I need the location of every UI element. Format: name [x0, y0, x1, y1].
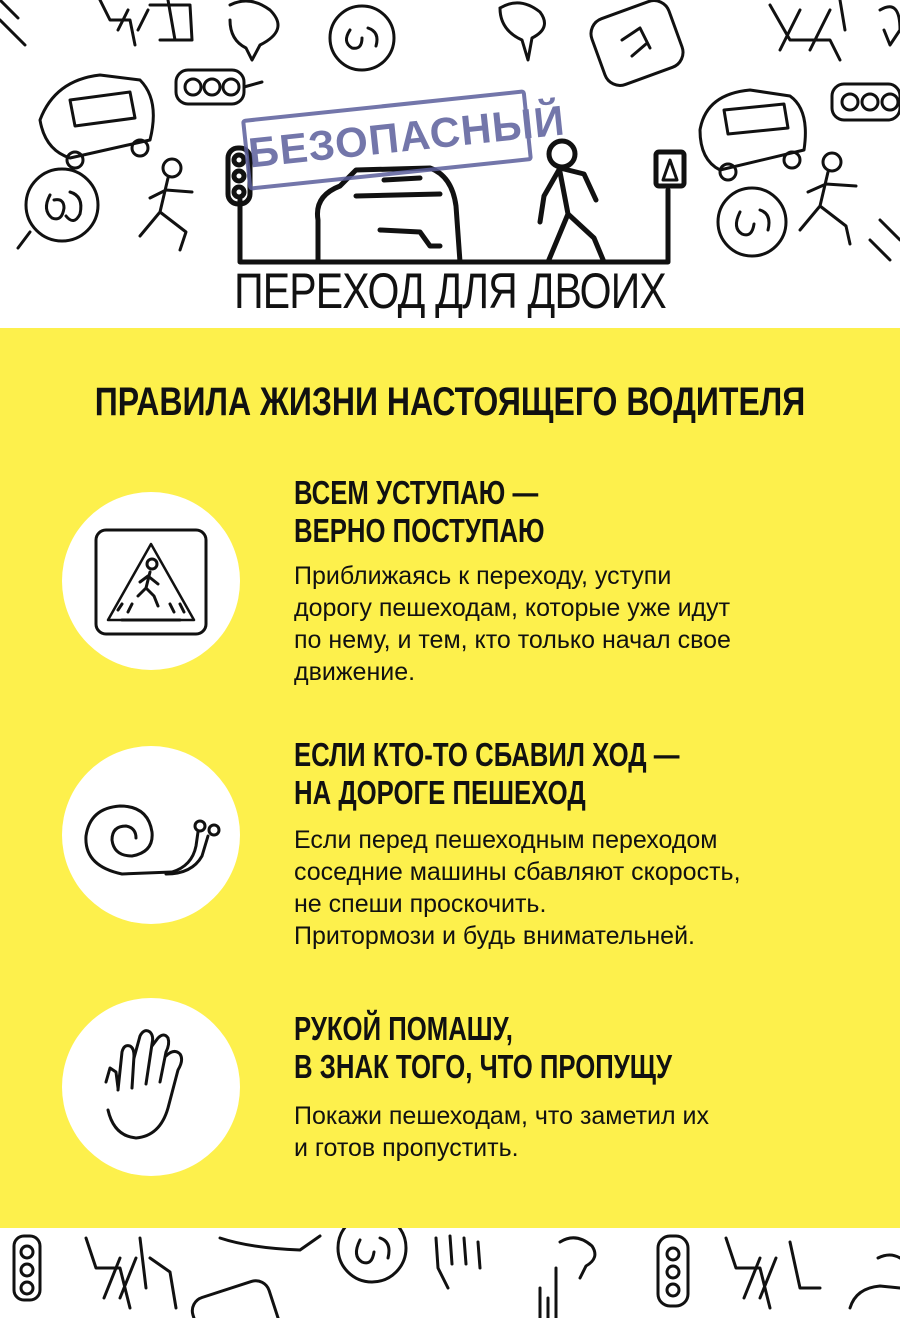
rule-text-line: не спеши проскочить. [294, 890, 547, 918]
rule-heading [294, 1010, 856, 1086]
rule-heading-line: ВЕРНО ПОСТУПАЮ [294, 512, 545, 549]
pole-doodle-icon [540, 1268, 556, 1318]
rule-text-line: дорогу пешеходам, которые уже идут [294, 594, 731, 622]
rule-heading-line: РУКОЙ ПОМАШУ, [294, 1010, 513, 1047]
rule-heading [294, 736, 856, 812]
rule-heading [294, 474, 856, 550]
road-doodles-background [0, 1228, 900, 1318]
rule-text-line: и готов пропустить. [294, 1134, 519, 1162]
hand-wave-icon [62, 998, 240, 1176]
hand-doodle-icon [436, 1236, 480, 1288]
logo-pedestrian-icon [540, 141, 604, 262]
logo-car-icon [317, 168, 460, 262]
rule-text-line: движение. [294, 658, 416, 686]
rule-text-line: Притормози и будь внимательней. [294, 922, 695, 950]
logo-title: ПЕРЕХОД ДЛЯ ДВОИХ [234, 263, 666, 319]
rule-icon-circle [62, 998, 240, 1176]
rule-icon-circle [62, 746, 240, 924]
traffic-light-doodle-icon [14, 1236, 40, 1300]
rule-text [294, 1100, 874, 1164]
snail-icon [62, 746, 240, 924]
page-title: ПРАВИЛА ЖИЗНИ НАСТОЯЩЕГО ВОДИТЕЛЯ [94, 380, 806, 424]
traffic-light-doodle-icon [658, 1236, 688, 1306]
tree-doodle-icon [560, 1238, 595, 1278]
rule-heading-line: НА ДОРОГЕ ПЕШЕХОД [294, 774, 586, 811]
dashboard-doodle-icon [189, 1277, 284, 1318]
car-doodle-icon [220, 1236, 320, 1250]
barrier-doodle-icon [86, 1238, 176, 1308]
rule-text-line: Покажи пешеходам, что заметил их [294, 1102, 709, 1130]
footer-illustration [0, 1228, 900, 1318]
logo-stamp: БЕЗОПАСНЫЙ [241, 89, 533, 191]
rule-heading-line: В ЗНАК ТОГО, ЧТО ПРОПУЩУ [294, 1048, 673, 1085]
logo-crossing-sign-icon [656, 152, 684, 186]
rule-text-line: Приближаясь к переходу, уступи [294, 562, 672, 590]
rule-text [294, 824, 874, 952]
header-illustration [0, 0, 900, 328]
rule-text-line: по нему, и тем, кто только начал свое [294, 626, 731, 654]
rule-text [294, 560, 874, 688]
rule-text-line: Если перед пешеходным переходом [294, 826, 718, 854]
car-doodle-icon [850, 1255, 900, 1308]
barrier-doodle-icon [726, 1238, 820, 1308]
rule-icon-circle [62, 492, 240, 670]
rule-heading-line: ЕСЛИ КТО-ТО СБАВИЛ ХОД — [294, 736, 680, 773]
crosswalk-sign-icon [62, 492, 240, 670]
rule-text-line: соседние машины сбавляют скорость, [294, 858, 741, 886]
speed-sign-doodle-icon [338, 1228, 406, 1282]
rule-heading-line: ВСЕМ УСТУПАЮ — [294, 474, 539, 511]
